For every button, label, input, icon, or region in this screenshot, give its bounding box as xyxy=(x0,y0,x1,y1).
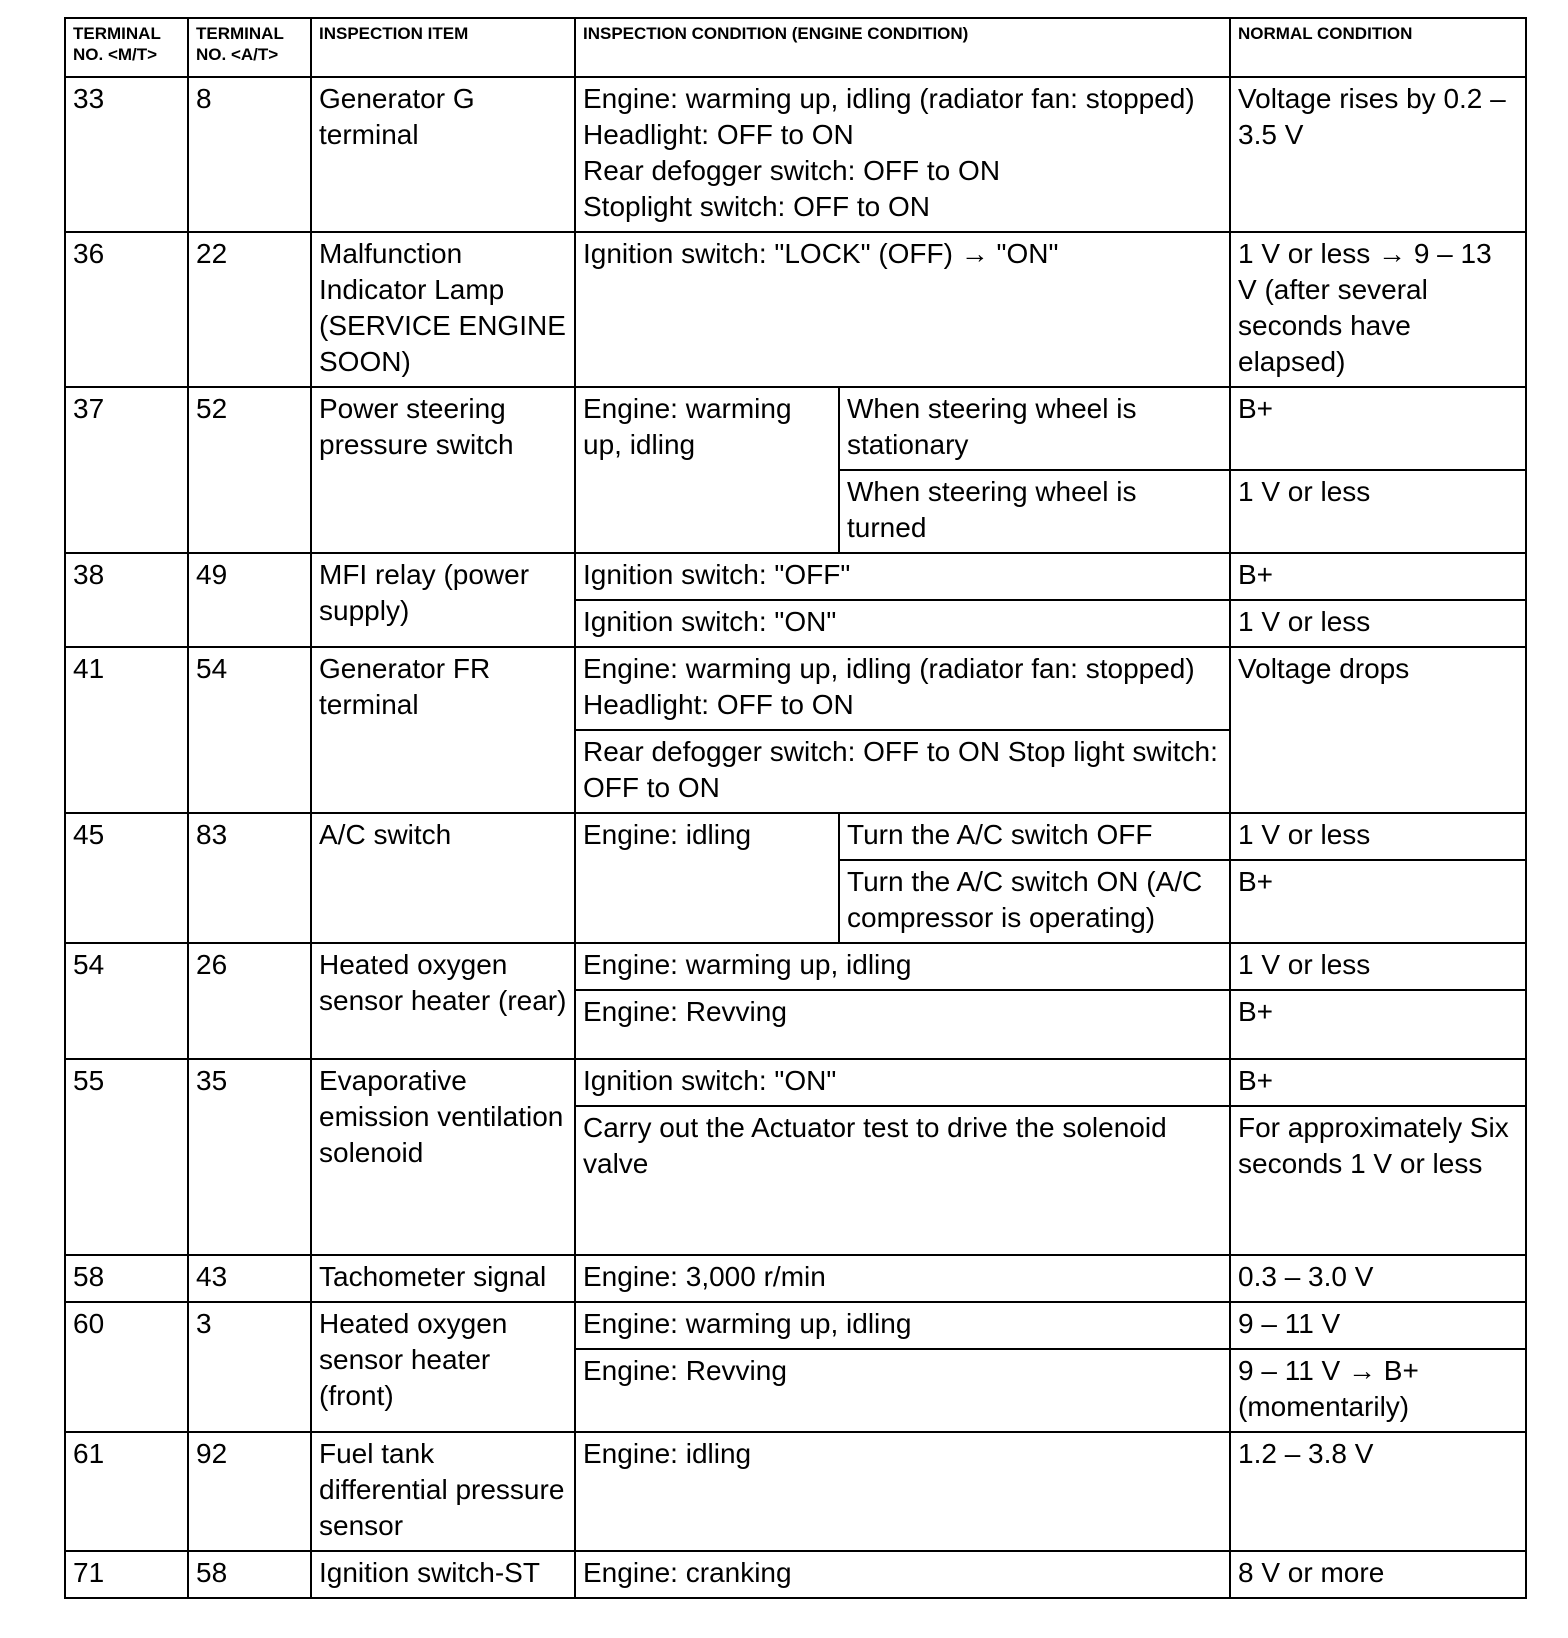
table-row xyxy=(65,647,1526,730)
table-row xyxy=(65,1432,1526,1551)
inspection-condition-cell: Ignition switch: "ON" xyxy=(575,1059,1230,1106)
inspection-condition-cell: Engine: warming up, idling (radiator fan: stopped) Headlight: OFF to ON xyxy=(575,647,1230,730)
inspection-condition-cell: Carry out the Actuator test to drive the solenoid valve xyxy=(575,1106,1230,1255)
inspection-condition-cell: Engine: warming up, idling (radiator fan: stopped) Headlight: OFF to ON Rear defogger switch: OFF to ON Stoplight switch: OFF to ON xyxy=(575,77,1230,232)
terminal-at-cell: 22 xyxy=(188,232,311,387)
terminal-mt-cell: 33 xyxy=(65,77,188,232)
normal-condition-cell: Voltage rises by 0.2 – 3.5 V xyxy=(1230,77,1526,232)
inspection-item-cell: Heated oxygen sensor heater (front) xyxy=(311,1302,575,1432)
normal-condition-cell: 9 – 11 V → B+ (momentarily) xyxy=(1230,1349,1526,1432)
terminal-mt-cell: 36 xyxy=(65,232,188,387)
terminal-at-cell: 92 xyxy=(188,1432,311,1551)
inspection-condition-cell: Engine: idling xyxy=(575,1432,1230,1551)
inspection-condition-cell: Ignition switch: "OFF" xyxy=(575,553,1230,600)
header-terminal-at: TERMINAL NO. <A/T> xyxy=(188,18,311,77)
header-row xyxy=(65,18,1526,77)
inspection-condition-cell: Rear defogger switch: OFF to ON Stop light switch: OFF to ON xyxy=(575,730,1230,813)
inspection-item-cell: Tachometer signal xyxy=(311,1255,575,1302)
inspection-item-cell: Ignition switch-ST xyxy=(311,1551,575,1598)
terminal-at-cell: 83 xyxy=(188,813,311,943)
inspection-condition-cell: Engine: Revving xyxy=(575,990,1230,1059)
table-row xyxy=(65,77,1526,232)
normal-condition-cell: 1.2 – 3.8 V xyxy=(1230,1432,1526,1551)
terminal-mt-cell: 41 xyxy=(65,647,188,813)
terminal-mt-cell: 60 xyxy=(65,1302,188,1432)
inspection-item-cell: Fuel tank differential pressure sensor xyxy=(311,1432,575,1551)
normal-condition-cell: B+ xyxy=(1230,860,1526,943)
sub-condition-cell: Turn the A/C switch OFF xyxy=(839,813,1230,860)
normal-condition-cell: Voltage drops xyxy=(1230,647,1526,813)
terminal-mt-cell: 61 xyxy=(65,1432,188,1551)
table-row xyxy=(65,553,1526,600)
inspection-condition-cell: Engine: warming up, idling xyxy=(575,387,839,553)
sub-condition-cell: When steering wheel is stationary xyxy=(839,387,1230,470)
normal-condition-cell: 1 V or less xyxy=(1230,470,1526,553)
table-row xyxy=(65,813,1526,860)
normal-condition-cell: B+ xyxy=(1230,1059,1526,1106)
table-row xyxy=(65,1255,1526,1302)
inspection-item-cell: Power steering pressure switch xyxy=(311,387,575,553)
terminal-mt-cell: 38 xyxy=(65,553,188,647)
normal-condition-cell: 1 V or less xyxy=(1230,943,1526,990)
terminal-mt-cell: 45 xyxy=(65,813,188,943)
inspection-item-cell: Heated oxygen sensor heater (rear) xyxy=(311,943,575,1059)
normal-condition-cell: B+ xyxy=(1230,553,1526,600)
terminal-at-cell: 52 xyxy=(188,387,311,553)
inspection-condition-cell: Ignition switch: "LOCK" (OFF) → "ON" xyxy=(575,232,1230,387)
terminal-at-cell: 26 xyxy=(188,943,311,1059)
terminal-mt-cell: 37 xyxy=(65,387,188,553)
inspection-condition-cell: Engine: 3,000 r/min xyxy=(575,1255,1230,1302)
inspection-item-cell: Malfunction Indicator Lamp (SERVICE ENGINE SOON) xyxy=(311,232,575,387)
terminal-at-cell: 54 xyxy=(188,647,311,813)
header-inspection-condition: INSPECTION CONDITION (ENGINE CONDITION) xyxy=(575,18,1230,77)
sub-condition-cell: Turn the A/C switch ON (A/C compressor is operating) xyxy=(839,860,1230,943)
normal-condition-cell: 9 – 11 V xyxy=(1230,1302,1526,1349)
terminal-at-cell: 35 xyxy=(188,1059,311,1255)
inspection-condition-cell: Engine: cranking xyxy=(575,1551,1230,1598)
inspection-condition-cell: Engine: warming up, idling xyxy=(575,943,1230,990)
inspection-item-cell: Generator FR terminal xyxy=(311,647,575,813)
terminal-at-cell: 8 xyxy=(188,77,311,232)
normal-condition-cell: 1 V or less xyxy=(1230,600,1526,647)
terminal-at-cell: 3 xyxy=(188,1302,311,1432)
inspection-item-cell: MFI relay (power supply) xyxy=(311,553,575,647)
terminal-mt-cell: 71 xyxy=(65,1551,188,1598)
sub-condition-cell: When steering wheel is turned xyxy=(839,470,1230,553)
terminal-mt-cell: 54 xyxy=(65,943,188,1059)
table-row xyxy=(65,387,1526,470)
inspection-condition-cell: Engine: warming up, idling xyxy=(575,1302,1230,1349)
terminal-mt-cell: 55 xyxy=(65,1059,188,1255)
header-normal-condition: NORMAL CONDITION xyxy=(1230,18,1526,77)
terminal-mt-cell: 58 xyxy=(65,1255,188,1302)
normal-condition-cell: 1 V or less → 9 – 13 V (after several seconds have elapsed) xyxy=(1230,232,1526,387)
normal-condition-cell: 8 V or more xyxy=(1230,1551,1526,1598)
normal-condition-cell: 0.3 – 3.0 V xyxy=(1230,1255,1526,1302)
normal-condition-cell: B+ xyxy=(1230,387,1526,470)
header-inspection-item: INSPECTION ITEM xyxy=(311,18,575,77)
normal-condition-cell: 1 V or less xyxy=(1230,813,1526,860)
table-row xyxy=(65,1302,1526,1349)
inspection-item-cell: Evaporative emission ventilation solenoid xyxy=(311,1059,575,1255)
header-terminal-mt: TERMINAL NO. <M/T> xyxy=(65,18,188,77)
normal-condition-cell: B+ xyxy=(1230,990,1526,1059)
inspection-condition-cell: Engine: Revving xyxy=(575,1349,1230,1432)
terminal-at-cell: 58 xyxy=(188,1551,311,1598)
table-row xyxy=(65,943,1526,990)
table-row xyxy=(65,1551,1526,1598)
inspection-table xyxy=(64,17,1527,1599)
terminal-at-cell: 49 xyxy=(188,553,311,647)
inspection-condition-cell: Ignition switch: "ON" xyxy=(575,600,1230,647)
table-row xyxy=(65,232,1526,387)
inspection-item-cell: A/C switch xyxy=(311,813,575,943)
terminal-at-cell: 43 xyxy=(188,1255,311,1302)
table-row xyxy=(65,1059,1526,1106)
inspection-item-cell: Generator G terminal xyxy=(311,77,575,232)
normal-condition-cell: For approximately Six seconds 1 V or less xyxy=(1230,1106,1526,1255)
inspection-condition-cell: Engine: idling xyxy=(575,813,839,943)
